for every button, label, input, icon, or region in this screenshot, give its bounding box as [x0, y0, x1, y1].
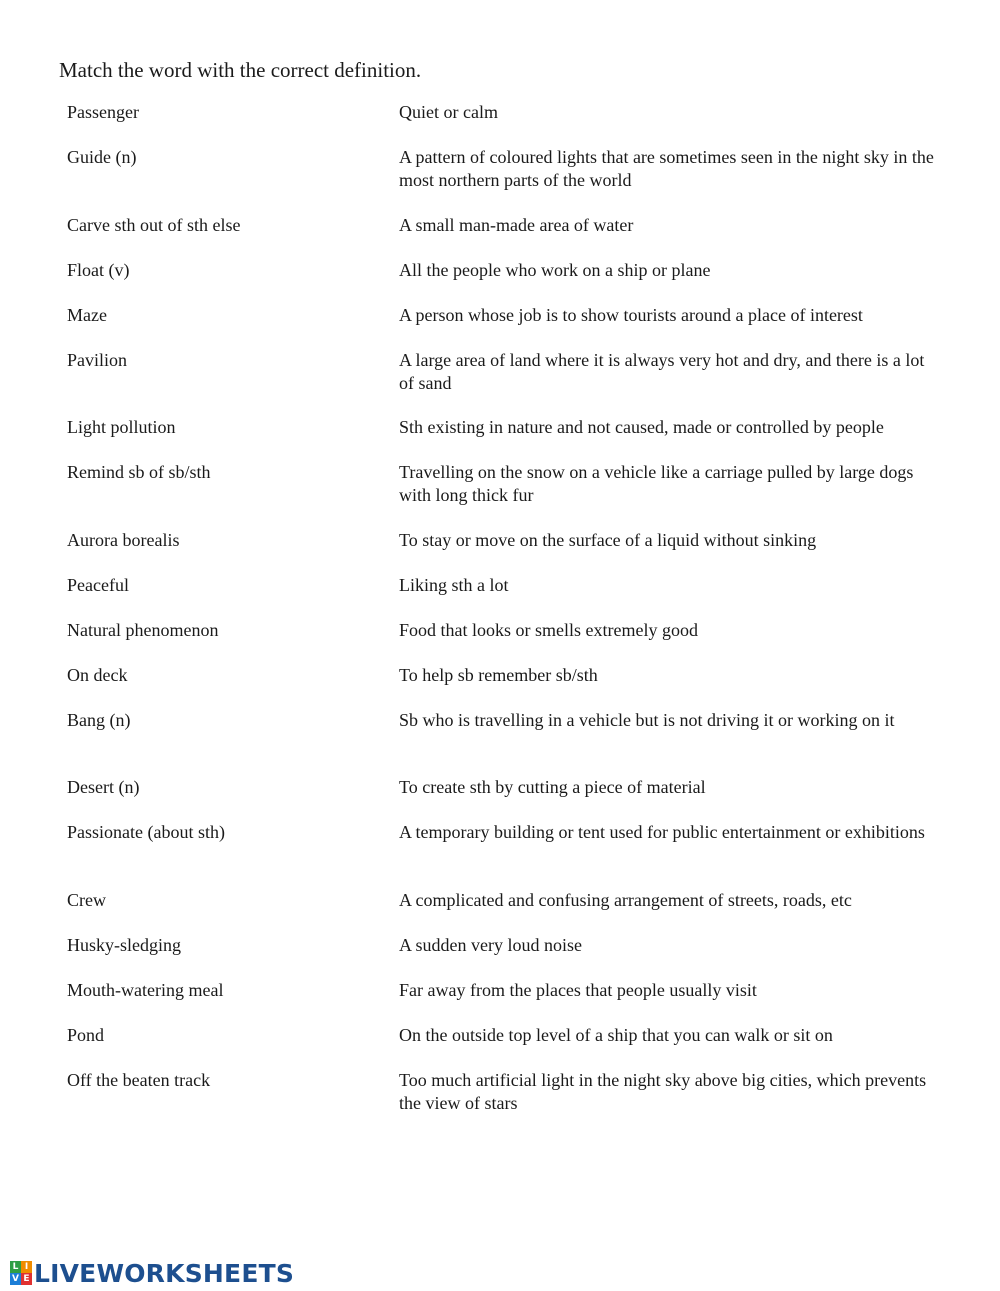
vocabulary-word: Peaceful: [67, 575, 129, 595]
worksheet-title: Match the word with the correct definition.: [59, 58, 422, 82]
vocabulary-word: Crew: [67, 890, 106, 910]
definition-text: On the outside top level of a ship that you can walk or sit on: [399, 1025, 833, 1045]
definition-text: Liking sth a lot: [399, 575, 509, 595]
vocabulary-word: Passionate (about sth): [67, 822, 225, 842]
definition-text: Far away from the places that people usually visit: [399, 980, 757, 1000]
definition-text: A sudden very loud noise: [399, 935, 582, 955]
logo-text: LIVEWORKSHEETS: [34, 1258, 295, 1288]
vocabulary-word: Guide (n): [67, 147, 137, 167]
definition-text: Too much artificial light in the night sky above big cities, which prevents the view of stars: [399, 1070, 927, 1113]
definition-text: A complicated and confusing arrangement of streets, roads, etc: [399, 890, 852, 910]
definition-text: A pattern of coloured lights that are sometimes seen in the night sky in the most northern parts of the world: [399, 147, 934, 190]
vocabulary-word: Carve sth out of sth else: [67, 215, 241, 235]
vocabulary-word: Bang (n): [67, 710, 131, 730]
vocabulary-word: Pond: [67, 1025, 105, 1045]
vocabulary-word: Pavilion: [67, 350, 128, 370]
definition-text: All the people who work on a ship or plane: [399, 260, 711, 280]
liveworksheets-logo: [10, 1258, 294, 1288]
vocabulary-word: Float (v): [67, 260, 130, 280]
definition-text: To help sb remember sb/sth: [399, 665, 598, 685]
definition-text: Sb who is travelling in a vehicle but is not driving it or working on it: [399, 710, 895, 730]
definition-text: A small man-made area of water: [399, 215, 634, 235]
definition-text: To create sth by cutting a piece of material: [399, 777, 706, 797]
vocabulary-word: Desert (n): [67, 777, 140, 797]
definition-text: Quiet or calm: [399, 102, 498, 122]
definition-text: Food that looks or smells extremely good: [399, 620, 698, 640]
vocabulary-word: Remind sb of sb/sth: [67, 462, 211, 482]
vocabulary-word: On deck: [67, 665, 128, 685]
vocabulary-word: Mouth-watering meal: [67, 980, 224, 1000]
definition-text: A temporary building or tent used for public entertainment or exhibitions: [399, 822, 925, 842]
vocabulary-word: Passenger: [67, 102, 139, 122]
vocabulary-word: Natural phenomenon: [67, 620, 219, 640]
definition-text: Sth existing in nature and not caused, made or controlled by people: [399, 417, 884, 437]
vocabulary-word: Maze: [67, 305, 107, 325]
definition-text: Travelling on the snow on a vehicle like a carriage pulled by large dogs with long thick fur: [399, 462, 914, 505]
logo-mark-icon: [10, 1261, 32, 1285]
definition-text: To stay or move on the surface of a liquid without sinking: [399, 530, 817, 550]
definition-text: A person whose job is to show tourists around a place of interest: [399, 305, 863, 325]
vocabulary-word: Aurora borealis: [67, 530, 180, 550]
vocabulary-word: Off the beaten track: [67, 1070, 211, 1090]
logo-mark-letter: I: [21, 1261, 32, 1273]
logo-mark-letter: V: [10, 1273, 21, 1285]
logo-mark-letter: E: [21, 1273, 32, 1285]
vocabulary-word: Husky-sledging: [67, 935, 181, 955]
vocabulary-word: Light pollution: [67, 417, 176, 437]
logo-mark-letter: L: [10, 1261, 21, 1273]
definition-text: A large area of land where it is always very hot and dry, and there is a lot of sand: [399, 350, 925, 393]
